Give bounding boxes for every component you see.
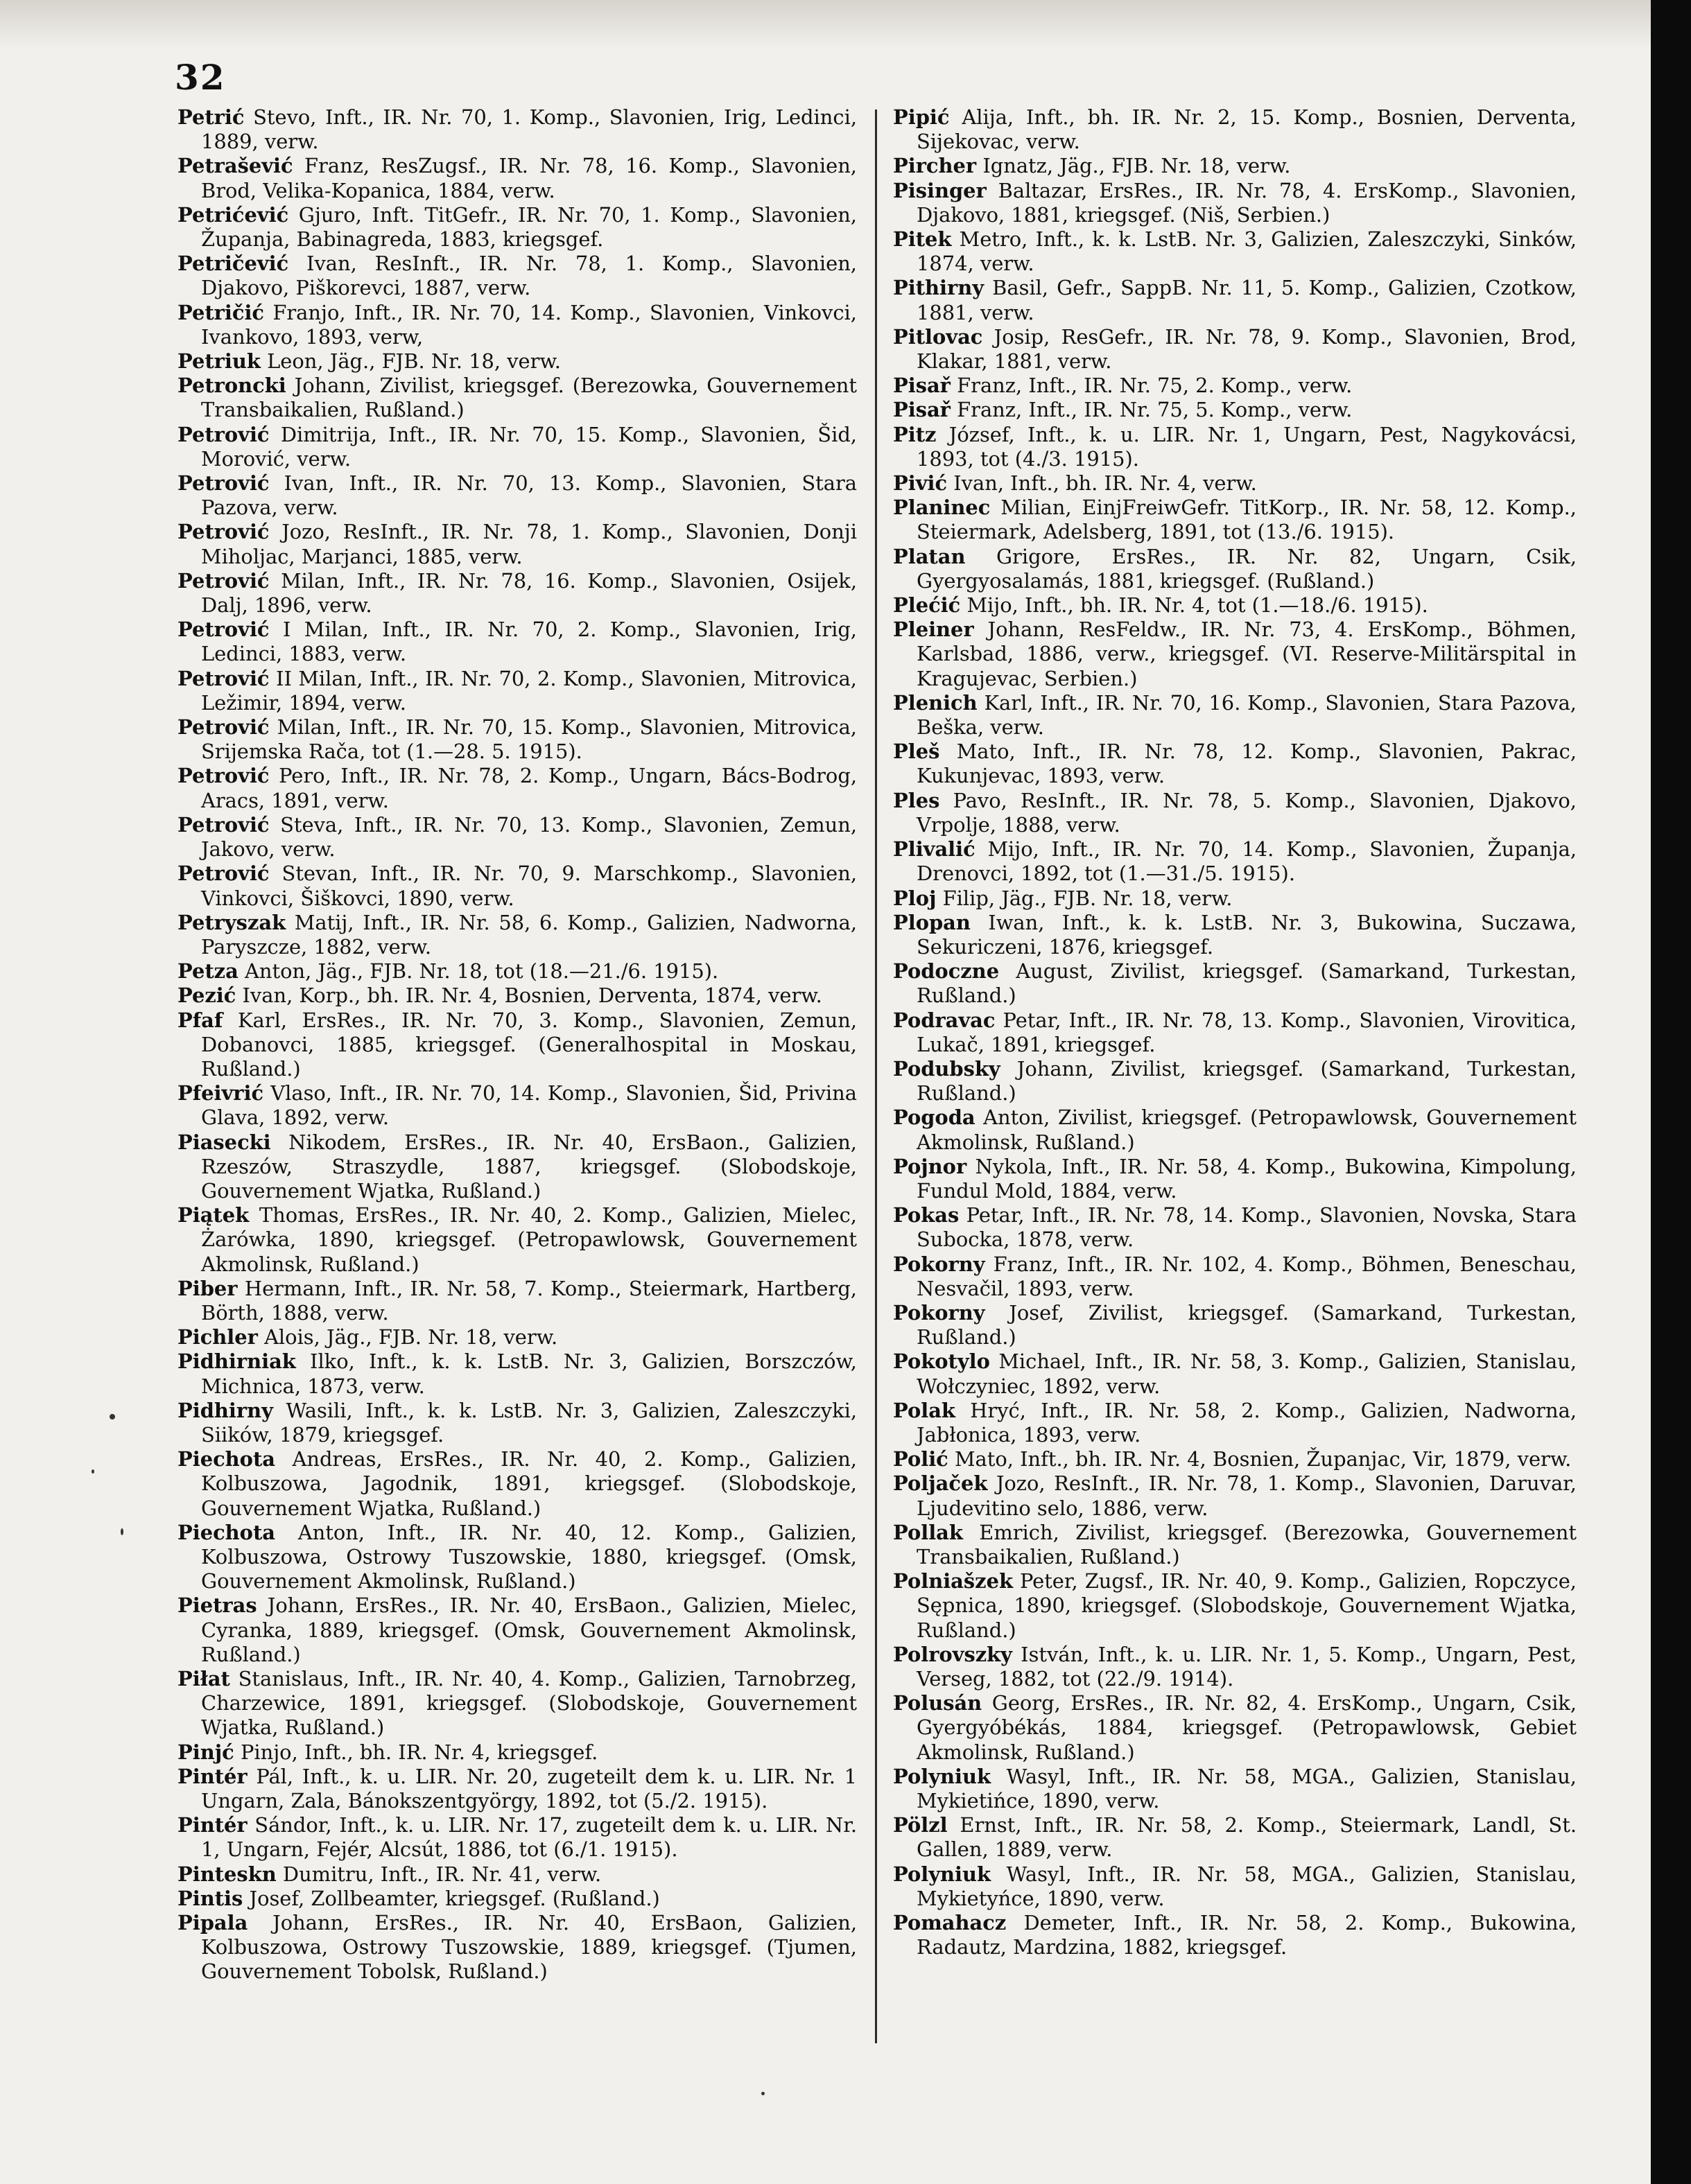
entry-surname: Petrović: [177, 666, 270, 690]
register-entry: [893, 1008, 1577, 1057]
register-entry: [893, 911, 1577, 959]
entry-details: Alois, Jäg., FJB. Nr. 18, verw.: [264, 1325, 558, 1349]
register-entry: [177, 1081, 857, 1130]
entry-surname: Pfeivrić: [177, 1081, 264, 1106]
entry-details: Stanislaus, Inft., IR. Nr. 40, 4. Komp., Galizien, Tarnobrzeg, Charzewice, 1891, kriegsgef. (Slobodskoje, Gouvernement Wjatka, Rußland.): [201, 1667, 857, 1740]
entry-details: Pero, Inft., IR. Nr. 78, 2. Komp., Ungarn, Bács-Bodrog, Aracs, 1891, verw.: [201, 764, 858, 812]
entry-surname: Pokotylo: [893, 1349, 990, 1374]
entry-details: Mato, Inft., bh. IR. Nr. 4, Bosnien, Županjac, Vir, 1879, verw.: [954, 1447, 1572, 1471]
entry-surname: Pitlovac: [893, 324, 983, 349]
entry-surname: Pipić: [893, 105, 950, 129]
entry-surname: Petryszak: [177, 910, 286, 934]
entry-details: Wasyl, Inft., IR. Nr. 58, MGA., Galizien, Stanislau, Mykietińce, 1890, verw.: [917, 1764, 1577, 1813]
entry-details: Dumitru, Inft., IR. Nr. 41, verw.: [282, 1862, 602, 1886]
register-entry: [893, 959, 1577, 1008]
register-entry: [893, 1106, 1577, 1154]
entry-details: Ivan, Inft., IR. Nr. 70, 13. Komp., Slavonien, Stara Pazova, verw.: [201, 471, 857, 520]
entry-surname: Plivalić: [893, 837, 975, 862]
register-entry: [177, 1325, 857, 1349]
register-entry: [177, 1277, 857, 1325]
entry-surname: Polniašzek: [893, 1569, 1013, 1593]
entry-details: Pinjo, Inft., bh. IR. Nr. 4, kriegsgef.: [240, 1740, 598, 1764]
register-entry: [893, 837, 1577, 886]
scan-edge: [1651, 0, 1691, 2184]
entry-details: Franz, Inft., IR. Nr. 75, 5. Komp., verw.: [957, 398, 1353, 422]
register-entry: [893, 374, 1577, 398]
register-entry: [893, 496, 1577, 544]
entry-surname: Petrović: [177, 764, 270, 788]
entry-details: Josef, Zivilist, kriegsgef. (Samarkand, Turkestan, Rußland.): [917, 1300, 1577, 1349]
entry-surname: Petrović: [177, 422, 270, 446]
entry-surname: Pichler: [177, 1325, 258, 1349]
entry-details: Wasili, Inft., k. k. LstB. Nr. 3, Galizien, Zaleszczyki, Siików, 1879, kriegsgef.: [201, 1398, 857, 1447]
register-entry: [177, 1008, 857, 1082]
register-entry: [177, 1203, 857, 1277]
entry-details: Nikodem, ErsRes., IR. Nr. 40, ErsBaon., Galizien, Rzeszów, Straszydle, 1887, kriegsgef. (Slobodskoje, Gouvernement Wjatka, Rußland.): [201, 1130, 857, 1203]
register-entry: [177, 105, 857, 154]
register-entry: [177, 1887, 857, 1911]
entry-surname: Pleiner: [893, 618, 974, 642]
entry-details: I Milan, Inft., IR. Nr. 70, 2. Komp., Slavonien, Irig, Ledinci, 1883, verw.: [201, 618, 857, 666]
register-entry: [177, 301, 857, 349]
entry-surname: Piechota: [177, 1520, 276, 1544]
entry-surname: Ploj: [893, 886, 937, 910]
entry-details: Johann, ErsRes., IR. Nr. 40, ErsBaon., Galizien, Mielec, Cyranka, 1889, kriegsgef. (Omsk, Gouvernement Akmolinsk, Rußland.): [201, 1593, 858, 1666]
entry-details: Ilko, Inft., k. k. LstB. Nr. 3, Galizien, Borszczów, Michnica, 1873, verw.: [201, 1349, 857, 1398]
entry-surname: Pisař: [893, 374, 951, 398]
register-entry: [177, 1349, 857, 1398]
entry-details: Ivan, ResInft., IR. Nr. 78, 1. Komp., Slavonien, Djakovo, Piškorevci, 1887, verw.: [201, 252, 857, 300]
register-entry: [177, 1593, 857, 1667]
entry-details: Johann, ResFeldw., IR. Nr. 73, 4. ErsKomp., Böhmen, Karlsbad, 1886, verw., kriegsgef. (VI. Reserve-Militärspital in Kragujevac, Serbien.): [917, 618, 1577, 690]
entry-details: Milian, EinjFreiwGefr. TitKorp., IR. Nr. 58, 12. Komp., Steiermark, Adelsberg, 1891, tot (13./6. 1915).: [917, 496, 1577, 544]
register-entry: [893, 1057, 1577, 1106]
entry-details: Metro, Inft., k. k. LstB. Nr. 3, Galizien, Zaleszczyki, Sinków, 1874, verw.: [917, 227, 1577, 276]
register-entry: [893, 227, 1577, 276]
register-entry: [893, 1569, 1577, 1643]
entry-surname: Plenich: [893, 690, 978, 715]
register-entry: [893, 886, 1577, 911]
entry-surname: Platan: [893, 544, 966, 568]
entry-surname: Polak: [893, 1398, 955, 1422]
entry-surname: Pfaf: [177, 1008, 223, 1032]
entry-surname: Petriuk: [177, 349, 261, 374]
register-entry: [177, 1399, 857, 1447]
register-entry: [893, 1471, 1577, 1520]
entry-details: Mijo, Inft., bh. IR. Nr. 4, tot (1.—18./6. 1915).: [966, 593, 1428, 618]
entry-surname: Petrović: [177, 520, 270, 544]
entry-surname: Polrovszky: [893, 1642, 1012, 1666]
entry-details: István, Inft., k. u. LIR. Nr. 1, 5. Komp., Ungarn, Pest, Verseg, 1882, tot (22./9. 1914).: [917, 1642, 1577, 1691]
left-column: [177, 105, 857, 1984]
entry-details: Franjo, Inft., IR. Nr. 70, 14. Komp., Slavonien, Vinkovci, Ivankovo, 1893, verw,: [201, 300, 857, 349]
entry-surname: Pokas: [893, 1203, 960, 1228]
register-entry: [177, 252, 857, 300]
entry-surname: Pölzl: [893, 1813, 948, 1837]
entry-details: Baltazar, ErsRes., IR. Nr. 78, 4. ErsKomp., Slavonien, Djakovo, 1881, kriegsgef. (Niš, Serbien.): [917, 178, 1577, 227]
register-entry: [893, 154, 1577, 178]
register-entry: [177, 667, 857, 715]
entry-details: Georg, ErsRes., IR. Nr. 82, 4. ErsKomp., Ungarn, Csik, Gyergyóbékás, 1884, kriegsgef. (Petropawlowsk, Gebiet Akmolinsk, Rußland.): [917, 1691, 1577, 1764]
entry-surname: Pisař: [893, 398, 951, 422]
entry-surname: Podoczne: [893, 959, 1000, 984]
register-entry: [893, 1447, 1577, 1471]
entry-surname: Podravac: [893, 1008, 996, 1032]
entry-surname: Polić: [893, 1447, 948, 1471]
entry-surname: Petrović: [177, 715, 270, 740]
entry-details: Johann, Zivilist, kriegsgef. (Samarkand, Turkestan, Rußland.): [917, 1056, 1577, 1106]
column-divider: [875, 110, 877, 2043]
ink-speck: [92, 1469, 94, 1474]
entry-surname: Pezić: [177, 984, 236, 1008]
entry-surname: Piasecki: [177, 1130, 271, 1154]
register-entry: [177, 813, 857, 862]
register-entry: [177, 862, 857, 910]
register-entry: [893, 593, 1577, 618]
register-entry: [893, 1203, 1577, 1252]
register-entry: [893, 1521, 1577, 1569]
entry-details: Josef, Zollbeamter, kriegsgef. (Rußland.): [249, 1886, 660, 1910]
entry-details: Karl, Inft., IR. Nr. 70, 16. Komp., Slavonien, Stara Pazova, Beška, verw.: [917, 690, 1577, 740]
entry-details: Emrich, Zivilist, kriegsgef. (Berezowka, Gouvernement Transbaikalien, Rußland.): [917, 1520, 1577, 1569]
entry-details: Anton, Jäg., FJB. Nr. 18, tot (18.—21./6. 1915).: [245, 959, 719, 984]
register-entry: [893, 1399, 1577, 1447]
register-entry: [177, 423, 857, 471]
entry-details: Sándor, Inft., k. u. LIR. Nr. 17, zugeteilt dem k. u. LIR. Nr. 1, Ungarn, Fejér, Alcsút, 1886, tot (6./1. 1915).: [201, 1813, 858, 1862]
register-entry: [893, 1155, 1577, 1203]
entry-details: Iwan, Inft., k. k. LstB. Nr. 3, Bukowina, Suczawa, Sekuriczeni, 1876, kriegsgef.: [917, 910, 1577, 959]
entry-surname: Pipala: [177, 1911, 248, 1935]
register-entry: [893, 1301, 1577, 1349]
entry-surname: Petričević: [177, 252, 289, 276]
entry-details: Johann, ErsRes., IR. Nr. 40, ErsBaon, Galizien, Kolbuszowa, Ostrowy Tuszowskie, 1889, kriegsgef. (Tjumen, Gouvernement Tobolsk, Rußland.): [201, 1911, 858, 1984]
register-entry: [893, 740, 1577, 788]
entry-details: Vlaso, Inft., IR. Nr. 70, 14. Komp., Slavonien, Šid, Privina Glava, 1892, verw.: [201, 1081, 857, 1130]
entry-details: Steva, Inft., IR. Nr. 70, 13. Komp., Slavonien, Zemun, Jakovo, verw.: [201, 812, 858, 862]
entry-surname: Pomahacz: [893, 1911, 1007, 1935]
register-entry: [893, 1691, 1577, 1765]
entry-details: Andreas, ErsRes., IR. Nr. 40, 2. Komp., Galizien, Kolbuszowa, Jagodnik, 1891, kriegsgef. (Slobodskoje, Gouvernement Wjatka, Rußland.): [201, 1447, 857, 1520]
entry-surname: Petza: [177, 959, 239, 984]
register-entry: [893, 276, 1577, 324]
entry-surname: Petrović: [177, 812, 270, 837]
entry-surname: Pithirny: [893, 276, 985, 300]
entry-details: Pavo, ResInft., IR. Nr. 78, 5. Komp., Slavonien, Djakovo, Vrpolje, 1888, verw.: [917, 788, 1577, 837]
entry-details: Filip, Jäg., FJB. Nr. 18, verw.: [942, 886, 1233, 910]
entry-details: Stevan, Inft., IR. Nr. 70, 9. Marschkomp., Slavonien, Vinkovci, Šiškovci, 1890, verw.: [201, 862, 858, 910]
register-entry: [177, 374, 857, 422]
entry-details: Jozo, ResInft., IR. Nr. 78, 1. Komp., Slavonien, Donji Miholjac, Marjanci, 1885, verw.: [201, 520, 857, 568]
entry-details: Demeter, Inft., IR. Nr. 58, 2. Komp., Bukowina, Radautz, Mardzina, 1882, kriegsgef.: [917, 1911, 1577, 1959]
register-entry: [177, 471, 857, 520]
entry-details: Basil, Gefr., SappB. Nr. 11, 5. Komp., Galizien, Czotkow, 1881, verw.: [917, 276, 1577, 324]
entry-surname: Petrović: [177, 618, 270, 642]
entry-details: Franz, Inft., IR. Nr. 102, 4. Komp., Böhmen, Beneschau, Nesvačil, 1893, verw.: [917, 1252, 1577, 1300]
register-entry: [893, 325, 1577, 374]
entry-details: Michael, Inft., IR. Nr. 58, 3. Komp., Galizien, Stanislau, Wołczyniec, 1892, verw.: [917, 1349, 1577, 1398]
entry-surname: Pleš: [893, 740, 940, 764]
ink-speck: [761, 2092, 765, 2095]
register-entry: [177, 1813, 857, 1862]
entry-details: Alija, Inft., bh. IR. Nr. 2, 15. Komp., Bosnien, Derventa, Sijekovac, verw.: [917, 105, 1577, 154]
entry-details: Petar, Inft., IR. Nr. 78, 14. Komp., Slavonien, Novska, Stara Subocka, 1878, verw.: [917, 1203, 1577, 1252]
register-entry: [177, 1447, 857, 1521]
right-column: [893, 105, 1577, 1959]
ink-speck: [121, 1528, 123, 1535]
register-entry: [177, 1911, 857, 1984]
entry-surname: Pivić: [893, 471, 948, 496]
entry-details: Anton, Zivilist, kriegsgef. (Petropawlowsk, Gouvernement Akmolinsk, Rußland.): [917, 1106, 1577, 1154]
register-entry: [893, 1813, 1577, 1862]
register-entry: [177, 154, 857, 202]
entry-details: Karl, ErsRes., IR. Nr. 70, 3. Komp., Slavonien, Zemun, Dobanovci, 1885, kriegsgef. (Generalhospital in Moskau, Rußland.): [201, 1008, 857, 1081]
register-entry: [177, 1667, 857, 1740]
entry-details: Peter, Zugsf., IR. Nr. 40, 9. Komp., Galizien, Ropczyce, Sępnica, 1890, kriegsgef. (Slobodskoje, Gouvernement Wjatka, Rußland.): [917, 1569, 1577, 1642]
entry-surname: Pidhirniak: [177, 1349, 296, 1374]
entry-surname: Piechota: [177, 1447, 276, 1471]
register-entry: [893, 1643, 1577, 1691]
entry-details: Wasyl, Inft., IR. Nr. 58, MGA., Galizien, Stanislau, Mykietyńce, 1890, verw.: [917, 1862, 1577, 1910]
register-entry: [177, 1521, 857, 1594]
register-entry: [177, 1765, 857, 1813]
register-entry: [177, 618, 857, 666]
register-entry: [177, 984, 857, 1008]
entry-surname: Pircher: [893, 154, 977, 178]
entry-details: Milan, Inft., IR. Nr. 70, 15. Komp., Slavonien, Mitrovica, Srijemska Rača, tot (1.—28. 5. 1915).: [201, 715, 857, 764]
entry-surname: Pinjć: [177, 1740, 234, 1764]
entry-surname: Petričić: [177, 300, 265, 324]
entry-surname: Planinec: [893, 496, 991, 520]
entry-surname: Pokorny: [893, 1300, 985, 1325]
register-entry: [177, 1130, 857, 1204]
register-entry: [893, 691, 1577, 740]
entry-surname: Polusán: [893, 1691, 982, 1715]
register-entry: [177, 1740, 857, 1765]
entry-details: Matij, Inft., IR. Nr. 58, 6. Komp., Galizien, Nadworna, Paryszcze, 1882, verw.: [201, 910, 858, 959]
entry-details: Franz, ResZugsf., IR. Nr. 78, 16. Komp., Slavonien, Brod, Velika-Kopanica, 1884, verw.: [201, 154, 857, 202]
entry-surname: Pidhirny: [177, 1398, 273, 1422]
entry-surname: Piber: [177, 1276, 238, 1300]
entry-surname: Ples: [893, 788, 940, 812]
register-entry: [893, 1911, 1577, 1959]
entry-details: Grigore, ErsRes., IR. Nr. 82, Ungarn, Csik, Gyergyosalamás, 1881, kriegsgef. (Rußland.): [917, 544, 1577, 593]
entry-surname: Petrović: [177, 568, 270, 593]
register-entry: [177, 569, 857, 618]
register-entry: [893, 618, 1577, 691]
entry-surname: Petrićević: [177, 202, 289, 227]
entry-surname: Piątek: [177, 1203, 250, 1228]
entry-surname: Polyniuk: [893, 1764, 991, 1788]
entry-details: Mijo, Inft., IR. Nr. 70, 14. Komp., Slavonien, Županja, Drenovci, 1892, tot (1.—31./5. 1915).: [917, 837, 1577, 886]
entry-surname: Pietras: [177, 1593, 257, 1618]
entry-details: Milan, Inft., IR. Nr. 78, 16. Komp., Slavonien, Osijek, Dalj, 1896, verw.: [201, 568, 858, 618]
entry-details: Ernst, Inft., IR. Nr. 58, 2. Komp., Steiermark, Landl, St. Gallen, 1889, verw.: [917, 1813, 1577, 1862]
entry-details: Mato, Inft., IR. Nr. 78, 12. Komp., Slavonien, Pakrac, Kukunjevac, 1893, verw.: [917, 740, 1577, 788]
entry-surname: Pitz: [893, 422, 937, 446]
entry-surname: Pisinger: [893, 178, 987, 202]
register-entry: [177, 520, 857, 568]
register-entry: [177, 715, 857, 764]
scan-shadow: [0, 0, 1651, 49]
entry-details: Nykola, Inft., IR. Nr. 58, 4. Komp., Bukowina, Kimpolung, Fundul Mold, 1884, verw.: [917, 1154, 1577, 1203]
register-entry: [177, 911, 857, 959]
entry-surname: Petrović: [177, 862, 270, 886]
entry-surname: Petrović: [177, 471, 270, 496]
register-entry: [893, 105, 1577, 154]
entry-surname: Pitek: [893, 227, 952, 252]
entry-surname: Pollak: [893, 1520, 963, 1544]
entry-surname: Podubsky: [893, 1056, 1000, 1081]
entry-details: Stevo, Inft., IR. Nr. 70, 1. Komp., Slavonien, Irig, Ledinci, 1889, verw.: [201, 105, 858, 154]
entry-surname: Pintis: [177, 1886, 243, 1910]
register-entry: [177, 1862, 857, 1887]
register-entry: [893, 545, 1577, 593]
entry-surname: Plopan: [893, 910, 971, 934]
register-entry: [177, 203, 857, 252]
entry-details: Thomas, ErsRes., IR. Nr. 40, 2. Komp., Galizien, Mielec, Żarówka, 1890, kriegsgef. (Petropawlowsk, Gouvernement Akmolinsk, Rußland.): [201, 1203, 857, 1276]
register-entry: [893, 1349, 1577, 1398]
register-entry: [893, 398, 1577, 422]
register-entry: [893, 423, 1577, 471]
register-entry: [893, 1765, 1577, 1813]
entry-details: Anton, Inft., IR. Nr. 40, 12. Komp., Galizien, Kolbuszowa, Ostrowy Tuszowskie, 1880, kriegsgef. (Omsk, Gouvernement Akmolinsk, Rußland.): [201, 1520, 857, 1593]
entry-surname: Pintér: [177, 1764, 248, 1788]
entry-details: Hermann, Inft., IR. Nr. 58, 7. Komp., Steiermark, Hartberg, Börth, 1888, verw.: [201, 1276, 857, 1325]
entry-details: Ivan, Inft., bh. IR. Nr. 4, verw.: [953, 471, 1257, 496]
entry-surname: Petroncki: [177, 374, 286, 398]
register-entry: [177, 349, 857, 374]
entry-surname: Polyniuk: [893, 1862, 991, 1886]
entry-details: Franz, Inft., IR. Nr. 75, 2. Komp., verw.: [957, 374, 1353, 398]
register-entry: [893, 179, 1577, 227]
entry-details: Pál, Inft., k. u. LIR. Nr. 20, zugeteilt dem k. u. LIR. Nr. 1 Ungarn, Zala, Bánokszentgyörgy, 1892, tot (5./2. 1915).: [201, 1764, 857, 1813]
register-entry: [893, 789, 1577, 837]
entry-details: Gjuro, Inft. TitGefr., IR. Nr. 70, 1. Komp., Slavonien, Županja, Babinagreda, 1883, kriegsgef.: [201, 202, 857, 252]
entry-details: August, Zivilist, kriegsgef. (Samarkand, Turkestan, Rußland.): [917, 959, 1577, 1008]
entry-details: II Milan, Inft., IR. Nr. 70, 2. Komp., Slavonien, Mitrovica, Ležimir, 1894, verw.: [201, 666, 857, 715]
entry-details: Josip, ResGefr., IR. Nr. 78, 9. Komp., Slavonien, Brod, Klakar, 1881, verw.: [917, 324, 1577, 374]
entry-details: Hryć, Inft., IR. Nr. 58, 2. Komp., Galizien, Nadworna, Jabłonica, 1893, verw.: [917, 1398, 1577, 1447]
ink-speck: [110, 1414, 115, 1419]
entry-surname: Pinteskn: [177, 1862, 277, 1886]
entry-details: Leon, Jäg., FJB. Nr. 18, verw.: [267, 349, 561, 374]
register-entry: [177, 959, 857, 984]
entry-surname: Plećić: [893, 593, 961, 618]
entry-details: Ignatz, Jäg., FJB. Nr. 18, verw.: [982, 154, 1291, 178]
entry-details: Ivan, Korp., bh. IR. Nr. 4, Bosnien, Derventa, 1874, verw.: [242, 984, 822, 1008]
entry-details: Dimitrija, Inft., IR. Nr. 70, 15. Komp., Slavonien, Šid, Morović, verw.: [201, 422, 857, 471]
register-entry: [177, 764, 857, 812]
register-entry: [893, 1252, 1577, 1301]
entry-details: József, Inft., k. u. LIR. Nr. 1, Ungarn, Pest, Nagykovácsi, 1893, tot (4./3. 1915).: [917, 422, 1577, 471]
entry-surname: Petrašević: [177, 154, 293, 178]
entry-details: Petar, Inft., IR. Nr. 78, 13. Komp., Slavonien, Virovitica, Lukač, 1891, kriegsgef.: [917, 1008, 1577, 1056]
entry-details: Johann, Zivilist, kriegsgef. (Berezowka, Gouvernement Transbaikalien, Rußland.): [201, 374, 858, 422]
entry-surname: Piłat: [177, 1667, 230, 1691]
entry-details: Jozo, ResInft., IR. Nr. 78, 1. Komp., Slavonien, Daruvar, Ljudevitino selo, 1886, verw.: [917, 1471, 1577, 1520]
entry-surname: Pintér: [177, 1813, 248, 1837]
entry-surname: Petrić: [177, 105, 245, 129]
register-entry: [893, 1862, 1577, 1911]
entry-surname: Pojnor: [893, 1154, 967, 1178]
register-entry: [893, 471, 1577, 496]
entry-surname: Pokorny: [893, 1252, 985, 1276]
entry-surname: Pogoda: [893, 1106, 975, 1130]
entry-surname: Poljaček: [893, 1471, 988, 1496]
page-number: 32: [175, 57, 226, 98]
